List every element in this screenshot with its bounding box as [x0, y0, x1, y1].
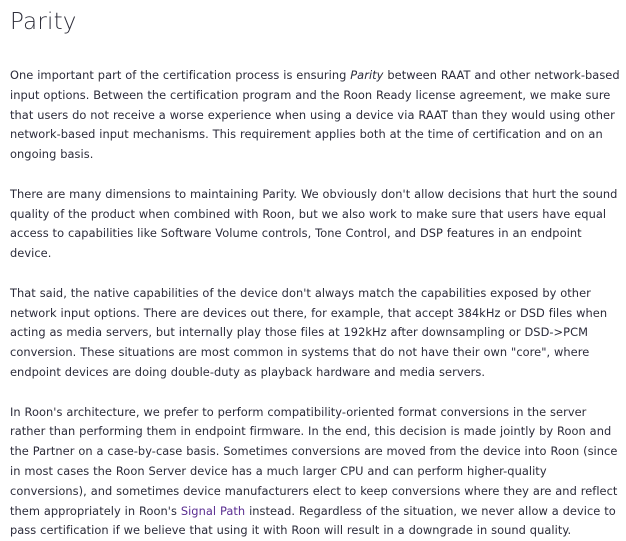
- paragraph-text: In Roon's architecture, we prefer to perform compatibility-oriented format conversions in the server rather than performing them in endpoint firmware. In the end, this decision is made jointly by Roon and the Partner on a case-by-case basis. Sometimes conversions are moved from the device into Roon (since in most cases the Roon Server device has a much larger CPU and can perform higher-quality conversions), and sometimes device manufacturers elect to keep conversions where they are and reflect them appropriately in Roon's: [10, 404, 618, 518]
- paragraph-dimensions: There are many dimensions to maintaining Parity. We obviously don't allow decisions that hurt the sound quality of the product when combined with Roon, but we also work to make sure that users have equal access to capabilities like Software Volume controls, Tone Control, and DSP features in an endpoint device.: [10, 186, 618, 261]
- paragraph-text: One important part of the certification process is ensuring: [10, 68, 351, 82]
- paragraph-architecture: [10, 403, 622, 541]
- page-title: Parity: [10, 9, 77, 35]
- parity-emphasis: Parity: [350, 68, 384, 82]
- paragraph-parity-intro: [10, 66, 622, 165]
- paragraph-text: instead. Regardless of the situation, we never allow a device to pass certification if we believe that using it with Roon will result in a downgrade in sound quality.: [10, 503, 616, 538]
- paragraph-text: between RAAT and other network-based input options. Between the certification program and the Roon Ready license agreement, we make sure that users do not receive a worse experience when using a device via RAAT than they would using other network-based input mechanisms. This requirement applies both at the time of certification and on an ongoing basis.: [10, 68, 620, 162]
- paragraph-native-capabilities: That said, the native capabilities of the device don't always match the capabilities exposed by other network input options. There are devices out there, for example, that accept 384kHz or DSD files when acting as media servers, but internally play those files at 192kHz after downsampling or DSD->PCM conversion. These situations are most common in systems that do not have their own "core", where endpoint devices are doing double-duty as playback hardware and media servers.: [10, 285, 608, 379]
- signal-path-link[interactable]: Signal Path: [180, 503, 246, 518]
